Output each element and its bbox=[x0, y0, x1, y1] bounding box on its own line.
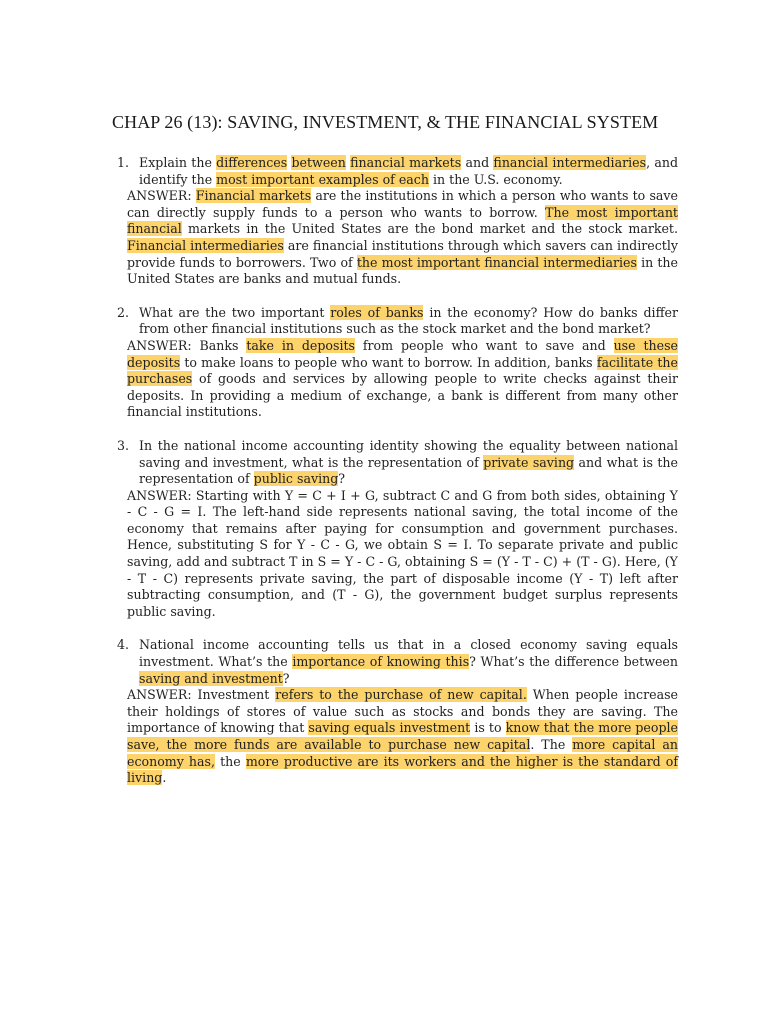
question-number: 1. bbox=[117, 155, 130, 170]
text-segment: ? bbox=[282, 670, 290, 686]
highlighted-text: take in deposits bbox=[246, 337, 356, 353]
highlighted-text: The most important financial bbox=[127, 204, 678, 237]
highlighted-text: saving and investment bbox=[139, 670, 283, 686]
question-text bbox=[139, 155, 678, 187]
qa-item-3 bbox=[110, 438, 678, 621]
text-segment: in the U.S. economy. bbox=[428, 171, 563, 187]
text-segment: ANSWER: Banks bbox=[127, 337, 247, 353]
text-segment: in the economy? How do banks differ from other financial institutions such as the stock market and the bond market? bbox=[139, 304, 678, 337]
highlighted-text: use these deposits bbox=[127, 337, 678, 370]
highlighted-text: refers to the purchase of new capital. bbox=[275, 687, 527, 703]
qa-item-1 bbox=[110, 155, 678, 288]
question-4 bbox=[110, 637, 678, 687]
highlighted-text: between bbox=[291, 155, 346, 170]
highlighted-text: more productive are its workers and the higher is the standard of living bbox=[127, 753, 678, 786]
qa-item-4 bbox=[110, 637, 678, 786]
text-segment: In the national income accounting identity showing the equality between national saving and investment, what is the representation of bbox=[139, 437, 678, 470]
text-segment: Explain the bbox=[139, 155, 217, 170]
text-segment: What are the two important bbox=[139, 304, 331, 320]
text-segment: ? bbox=[338, 471, 346, 487]
highlighted-text: public saving bbox=[253, 471, 339, 487]
question-number: 4. bbox=[117, 637, 130, 653]
text-segment: is to bbox=[470, 720, 506, 736]
highlighted-text: differences bbox=[216, 155, 288, 170]
text-segment: ANSWER: Investment bbox=[127, 687, 276, 703]
text-segment: ANSWER: bbox=[127, 188, 196, 204]
question-1 bbox=[110, 155, 678, 188]
text-segment: National income accounting tells us that in a closed economy saving equals investment. What’s the bbox=[139, 637, 678, 670]
highlighted-text: financial intermediaries bbox=[493, 155, 647, 170]
question-number: 2. bbox=[117, 304, 130, 320]
highlighted-text: saving equals investment bbox=[308, 720, 471, 736]
highlighted-text: financial markets bbox=[350, 155, 462, 170]
highlighted-text: the most important financial intermediaries bbox=[356, 254, 637, 270]
question-text bbox=[139, 438, 678, 486]
question-number: 3. bbox=[117, 437, 130, 453]
question-2 bbox=[110, 305, 678, 338]
text-segment: When people increase their holdings of stores of value such as stocks and bonds they are saving. The importance of knowing that bbox=[127, 687, 678, 736]
question-text bbox=[139, 305, 678, 337]
answer-3 bbox=[110, 488, 678, 621]
highlighted-text: Financial markets bbox=[195, 188, 312, 204]
text-segment: markets in the United States are the bond market and the stock market. bbox=[181, 221, 678, 237]
text-segment: the bbox=[215, 753, 246, 769]
text-segment: , and identify the bbox=[139, 155, 679, 187]
highlighted-text: Financial intermediaries bbox=[127, 237, 284, 253]
answer-1 bbox=[110, 188, 678, 288]
text-segment: are financial institutions through which savers can indirectly provide funds to borrowers. Two of bbox=[127, 237, 678, 270]
qa-item-2 bbox=[110, 305, 678, 421]
text-segment: . The bbox=[530, 737, 573, 752]
question-text bbox=[139, 637, 678, 685]
answer-4 bbox=[110, 687, 678, 787]
text-segment: ANSWER: Starting with Y = C + I + G, subtract C and G from both sides, obtaining Y - C - G = I. The left-hand side represents national saving, the total income of the economy that remains after paying for consumption and government purchases. Hence, substituting S for Y - C - G, we obtain S = I. To separate private and public saving, add and subtract T in S = Y - C - G, obtaining S = (Y - T - C) + (T - G). Here, (Y - T - C) represents private saving, the part of disposable income (Y - T) left after subtracting consumption, and (T - G), the government budget surplus represents public saving. bbox=[127, 487, 678, 619]
highlighted-text: importance of knowing this bbox=[292, 654, 470, 670]
question-3 bbox=[110, 438, 678, 488]
highlighted-text: private saving bbox=[483, 454, 575, 470]
highlighted-text: most important examples of each bbox=[216, 171, 429, 187]
highlighted-text: more capital an economy has, bbox=[127, 737, 678, 769]
text-segment: are the institutions in which a person who wants to save can directly supply funds to a person who wants to borrow. bbox=[127, 188, 678, 220]
text-segment: and what is the representation of bbox=[139, 454, 678, 487]
highlighted-text: know that the more people save, the more funds are available to purchase new capital bbox=[127, 720, 678, 752]
text-segment: ? What’s the difference between bbox=[469, 654, 678, 670]
highlighted-text: roles of banks bbox=[330, 304, 424, 320]
text-segment: . bbox=[162, 770, 167, 786]
text-segment: and bbox=[461, 155, 494, 170]
highlighted-text: facilitate the purchases bbox=[127, 354, 678, 387]
document-title: CHAP 26 (13): SAVING, INVESTMENT, & THE FINANCIAL SYSTEM bbox=[112, 112, 659, 132]
text-segment: in the United States are banks and mutual funds. bbox=[127, 254, 678, 287]
answer-2 bbox=[110, 338, 678, 421]
text-segment: of goods and services by allowing people to write checks against their deposits. In providing a medium of exchange, a bank is different from many other financial institutions. bbox=[127, 371, 678, 420]
text-segment: from people who want to save and bbox=[355, 337, 614, 353]
text-segment: to make loans to people who want to borrow. In addition, banks bbox=[180, 354, 597, 370]
